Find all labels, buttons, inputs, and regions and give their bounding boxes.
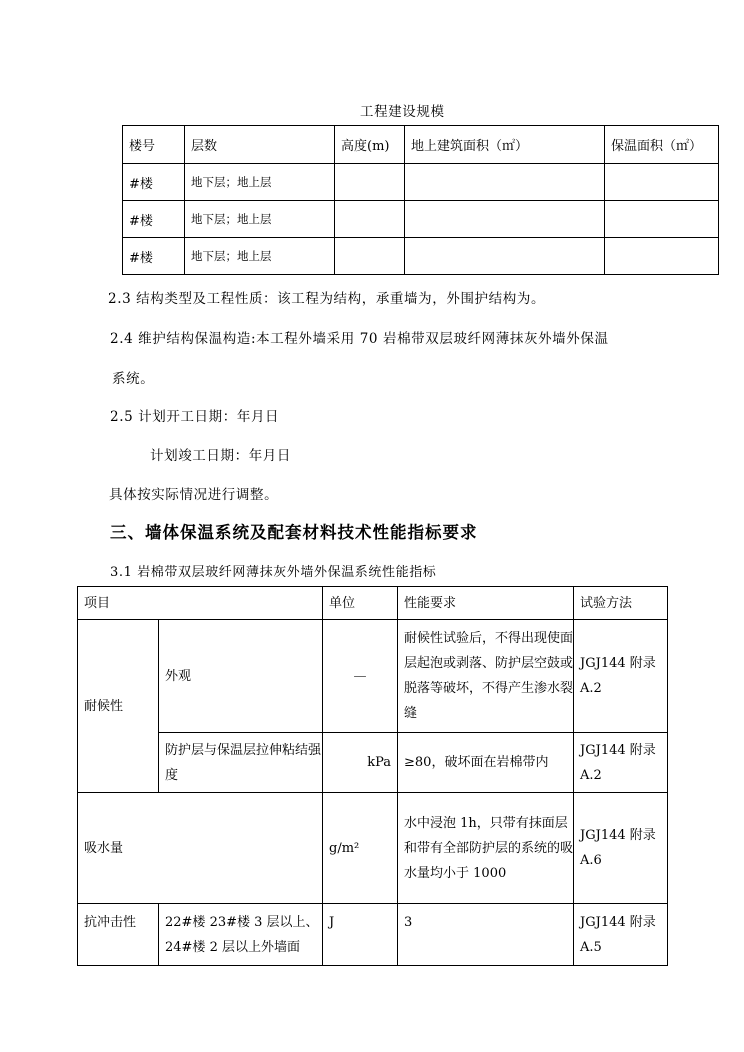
table-row xyxy=(123,164,719,201)
section-3-title: 三、墙体保温系统及配套材料技术性能指标要求 xyxy=(110,523,478,542)
paragraph-adjust: 具体按实际情况进行调整。 xyxy=(109,487,279,503)
building-scale-table xyxy=(122,125,719,275)
water-absorption-label: 吸水量 xyxy=(78,793,323,904)
header-insulation-area: 保温面积（㎡） xyxy=(605,126,719,164)
header-floors: 层数 xyxy=(185,126,335,164)
floors-cell: 地下层；地上层 xyxy=(185,164,335,201)
building-cell: #楼 xyxy=(123,238,185,275)
table-row xyxy=(78,793,668,904)
floors-cell: 地下层；地上层 xyxy=(185,201,335,238)
table-row xyxy=(78,733,668,793)
header-item: 项目 xyxy=(78,587,323,620)
table-caption: 工程建设规模 xyxy=(360,104,445,120)
subsection-3-1: 3.1 岩棉带双层玻纤网薄抹灰外墙外保温系统性能指标 xyxy=(110,565,437,580)
performance-table xyxy=(77,586,668,966)
height-cell xyxy=(335,164,405,201)
header-test-method: 试验方法 xyxy=(574,587,668,620)
appearance-unit: — xyxy=(323,620,398,733)
insulation-area-cell xyxy=(605,201,719,238)
water-absorption-requirement: 水中浸泡 1h，只带有抹面层和带有全部防护层的系统的吸水量均小于 1000 xyxy=(398,793,574,904)
appearance-method: JGJ144 附录 A.2 xyxy=(574,620,668,733)
appearance-requirement: 耐候性试验后，不得出现使面层起泡或剥落、防护层空鼓或脱落等破坏，不得产生渗水裂缝 xyxy=(398,620,574,733)
area-cell xyxy=(405,164,605,201)
table-row xyxy=(123,201,719,238)
impact-resistance-requirement: 3 xyxy=(398,904,574,966)
water-absorption-unit: g/m² xyxy=(323,793,398,904)
header-building-no: 楼号 xyxy=(123,126,185,164)
bond-strength-label: 防护层与保温层拉伸粘结强度 xyxy=(159,733,323,793)
weather-resistance-label: 耐候性 xyxy=(78,620,159,793)
paragraph-2-4-line2: 系统。 xyxy=(112,371,155,387)
impact-resistance-scope: 22#楼 23#楼 3 层以上、24#楼 2 层以上外墙面 xyxy=(159,904,323,966)
bond-strength-method: JGJ144 附录 A.2 xyxy=(574,733,668,793)
paragraph-2-3: 2.3 结构类型及工程性质：该工程为结构，承重墙为，外围护结构为。 xyxy=(108,291,546,307)
paragraph-2-5: 2.5 计划开工日期：年月日 xyxy=(110,409,280,425)
area-cell xyxy=(405,238,605,275)
bond-strength-unit: kPa xyxy=(323,733,398,793)
impact-resistance-unit: J xyxy=(323,904,398,966)
table-header-row xyxy=(123,126,719,164)
paragraph-completion-date: 计划竣工日期：年月日 xyxy=(150,448,291,464)
appearance-label: 外观 xyxy=(159,620,323,733)
water-absorption-method: JGJ144 附录 A.6 xyxy=(574,793,668,904)
table-row xyxy=(78,620,668,733)
header-above-ground-area: 地上建筑面积（㎡） xyxy=(405,126,605,164)
impact-resistance-label: 抗冲击性 xyxy=(78,904,159,966)
building-cell: #楼 xyxy=(123,201,185,238)
header-height: 高度(m) xyxy=(335,126,405,164)
table-header-row xyxy=(78,587,668,620)
header-unit: 单位 xyxy=(323,587,398,620)
paragraph-2-4-line1: 2.4 维护结构保温构造:本工程外墙采用 70 岩棉带双层玻纤网薄抹灰外墙外保温 xyxy=(110,331,609,347)
area-cell xyxy=(405,201,605,238)
bond-strength-requirement: ≥80，破坏面在岩棉带内 xyxy=(398,733,574,793)
height-cell xyxy=(335,201,405,238)
floors-cell: 地下层；地上层 xyxy=(185,238,335,275)
table-row xyxy=(78,904,668,966)
header-requirement: 性能要求 xyxy=(398,587,574,620)
impact-resistance-method: JGJ144 附录 A.5 xyxy=(574,904,668,966)
table-row xyxy=(123,238,719,275)
insulation-area-cell xyxy=(605,164,719,201)
building-cell: #楼 xyxy=(123,164,185,201)
height-cell xyxy=(335,238,405,275)
insulation-area-cell xyxy=(605,238,719,275)
